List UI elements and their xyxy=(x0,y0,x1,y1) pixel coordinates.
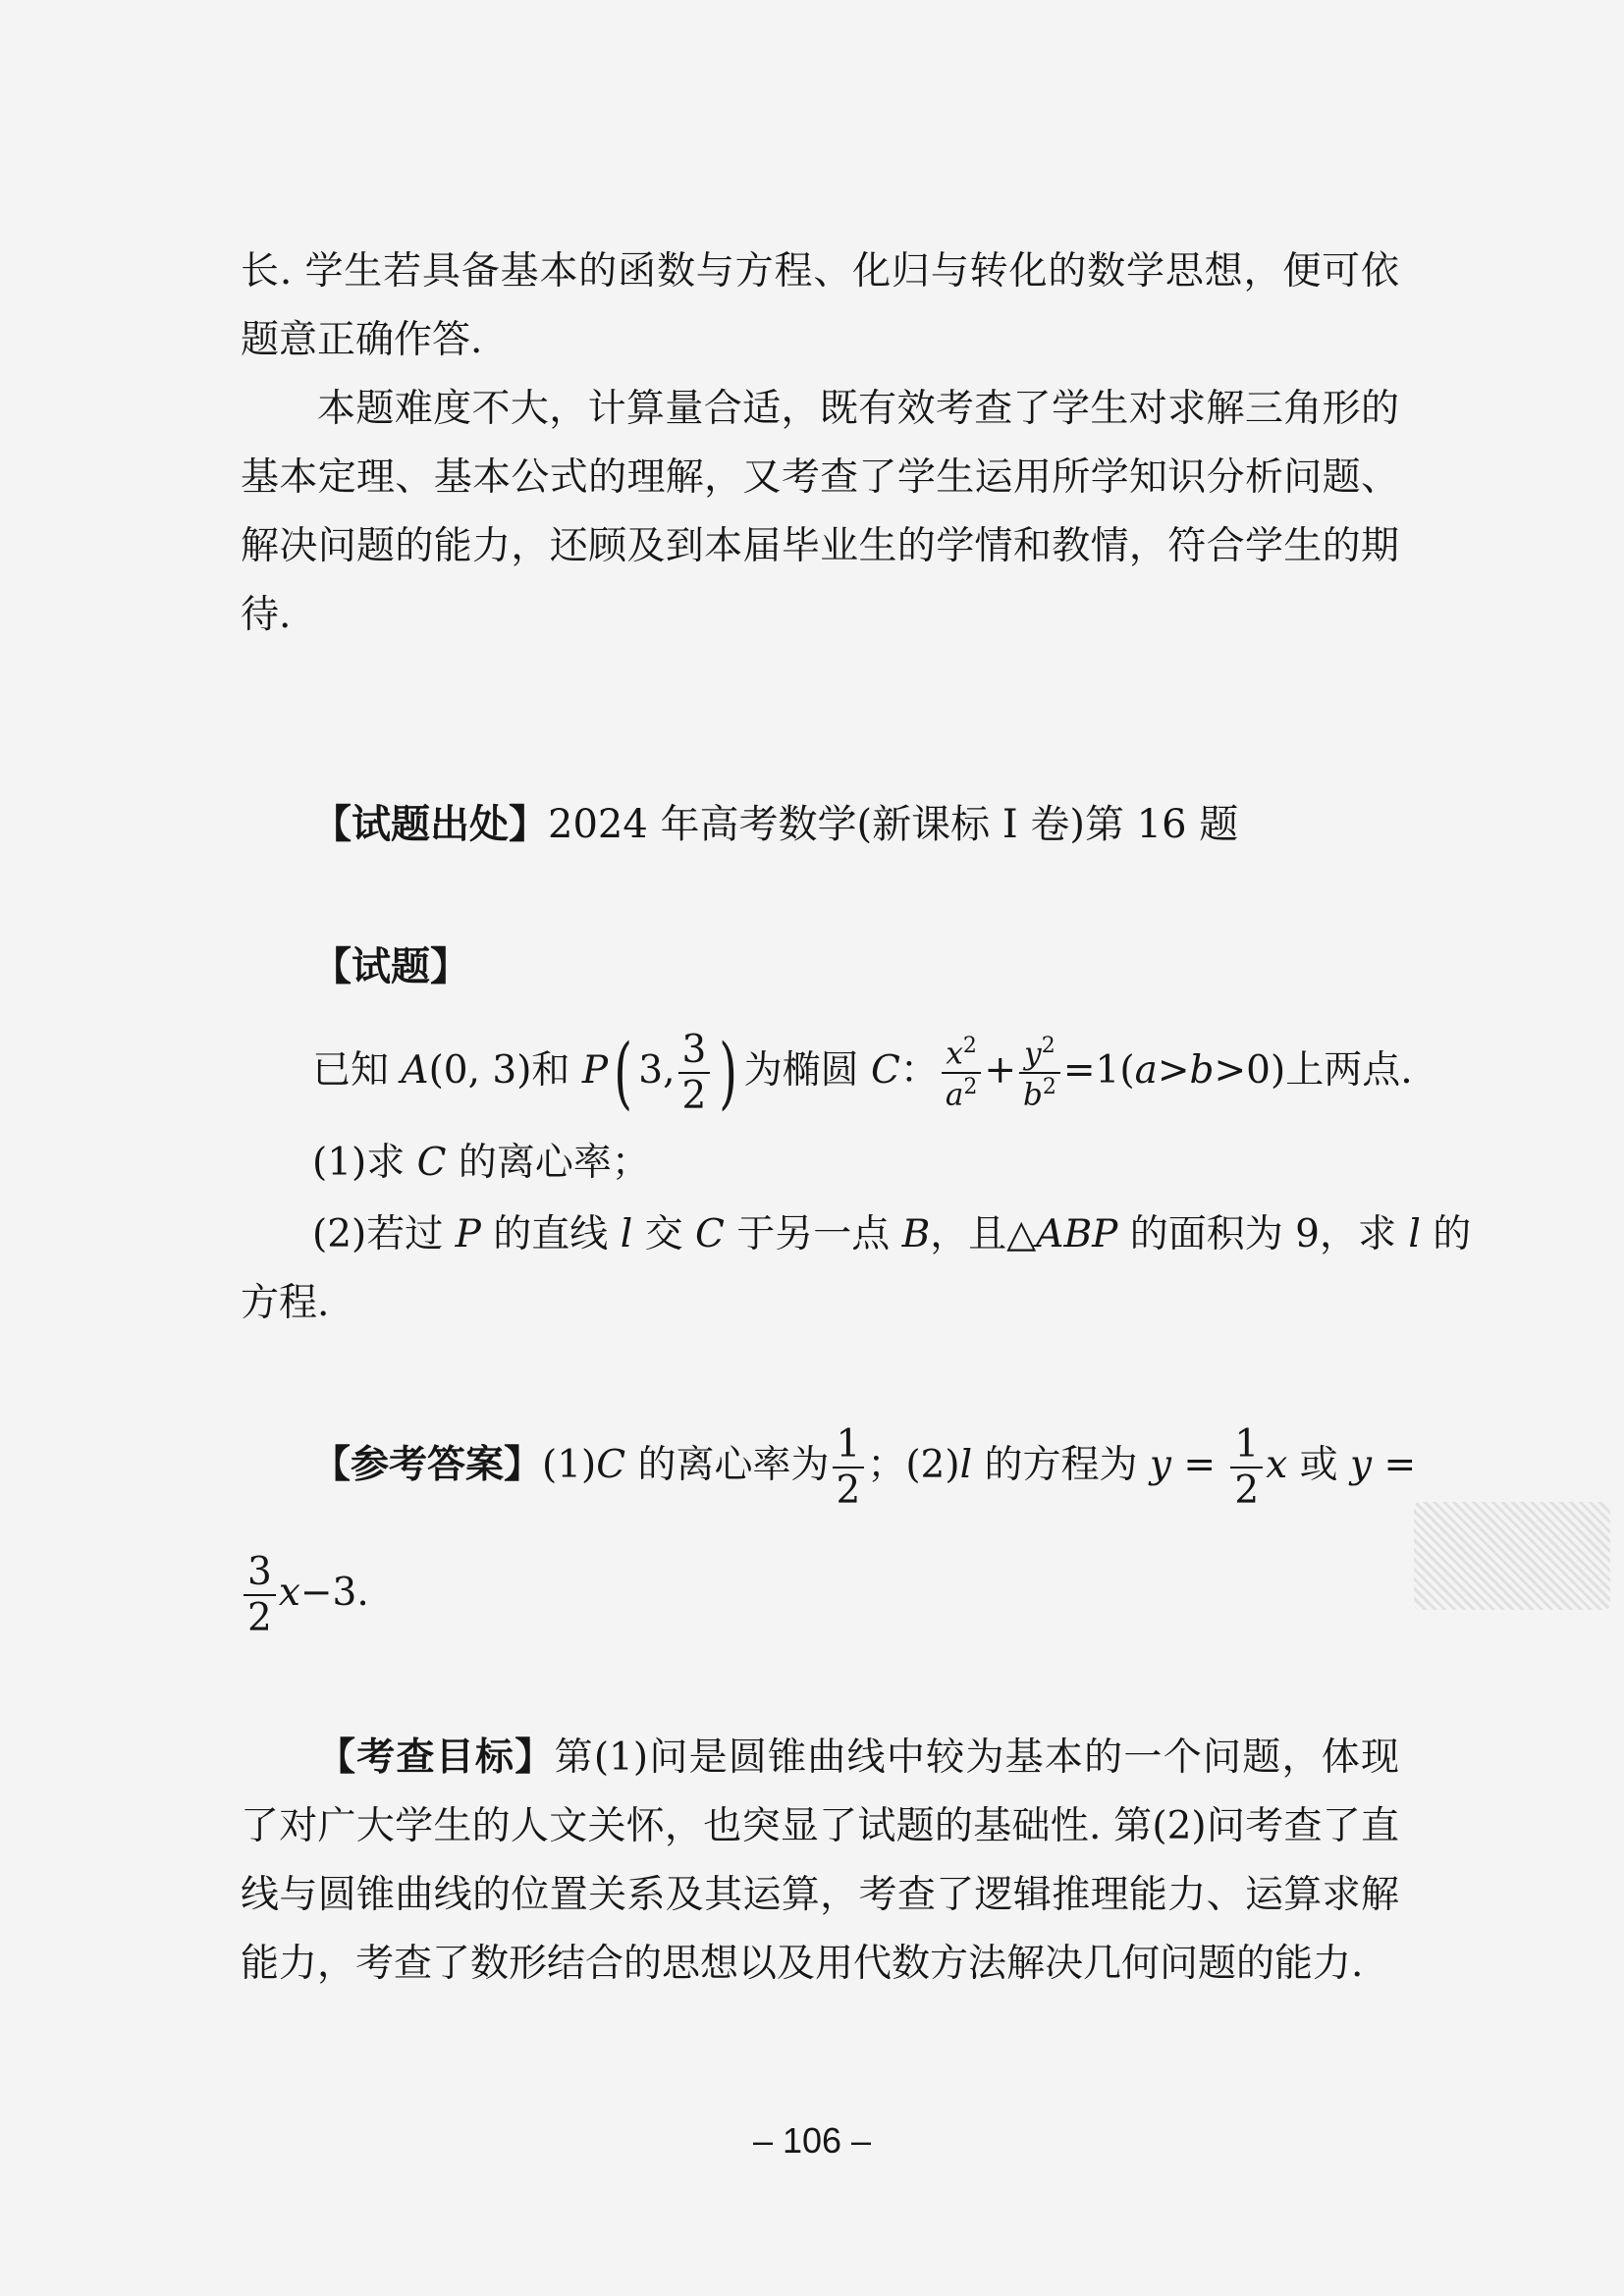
objective-label: 【考查目标】 xyxy=(317,1735,555,1780)
source-line xyxy=(312,795,1238,854)
fraction-x2-a2: $\frac{x^2}{a^2}$ xyxy=(942,1036,981,1111)
answer-label: 【参考答案】 xyxy=(312,1443,543,1487)
question-part-2: (2)若过 P 的直线 l 交 C 于另一点 B，且△ABP 的面积为 9，求 l 的 xyxy=(312,1212,1472,1256)
question-part-2-cont: 方程. xyxy=(241,1281,330,1325)
fraction-three-halves-answer: $\frac{3}{2}$ xyxy=(244,1553,276,1637)
question-heading xyxy=(312,937,469,996)
question-part-1: (1)求 C 的离心率； xyxy=(312,1141,650,1185)
fraction-one-half: $\frac{1}{2}$ xyxy=(833,1425,865,1510)
answer-line: 【参考答案】(1)C 的离心率为 $\frac{1}{2}$ ；(2)l 的方程为 y = $\frac{1}{2}$ x 或 y = xyxy=(312,1422,1417,1513)
question-stem: 已知 A(0, 3)和 P( 3, $\frac{3}{2}$ ) 为椭圆 C： $\frac{x^2}{a^2}$ + $\frac{y^2}{b^2}$ =1(a>b>0)上两点. xyxy=(312,1027,1413,1118)
page-number: – 106 – xyxy=(752,2120,872,2161)
ellipse-c: C xyxy=(870,1048,900,1093)
point-p: P xyxy=(581,1048,609,1093)
question-label: 【试题】 xyxy=(312,944,469,989)
point-a: A xyxy=(401,1048,429,1093)
intro-paragraph-1: 长. 学生若具备基本的函数与方程、化归与转化的数学思想，便可依题意正确作答. xyxy=(241,249,1399,362)
answer-line-cont: $\frac{3}{2}$ x−3. xyxy=(241,1553,369,1637)
intro-paragraph-2: 本题难度不大，计算量合适，既有效考查了学生对求解三角形的基本定理、基本公式的理解，又考查了学生运用所学知识分析问题、解决问题的能力，还顾及到本届毕业生的学情和教情，符合学生的期待. xyxy=(241,387,1399,637)
source-text: 2024 年高考数学(新课标 Ⅰ 卷)第 16 题 xyxy=(548,802,1239,847)
objective-paragraph: 【考查目标】第(1)问是圆锥曲线中较为基本的一个问题，体现了对广大学生的人文关怀，也突显了试题的基础性. 第(2)问考查了直线与圆锥曲线的位置关系及其运算，考查了逻辑推理能力、运算求解能力，考查了数形结合的思想以及用代数方法解决几何问题的能力. xyxy=(241,1735,1399,1986)
fraction-three-halves: $\frac{3}{2}$ xyxy=(678,1031,711,1115)
source-label: 【试题出处】 xyxy=(312,802,548,847)
fraction-y2-b2: $\frac{y^2}{b^2}$ xyxy=(1019,1036,1060,1111)
fraction-one-half-2: $\frac{1}{2}$ xyxy=(1230,1425,1263,1510)
watermark-smudge xyxy=(1414,1502,1610,1610)
